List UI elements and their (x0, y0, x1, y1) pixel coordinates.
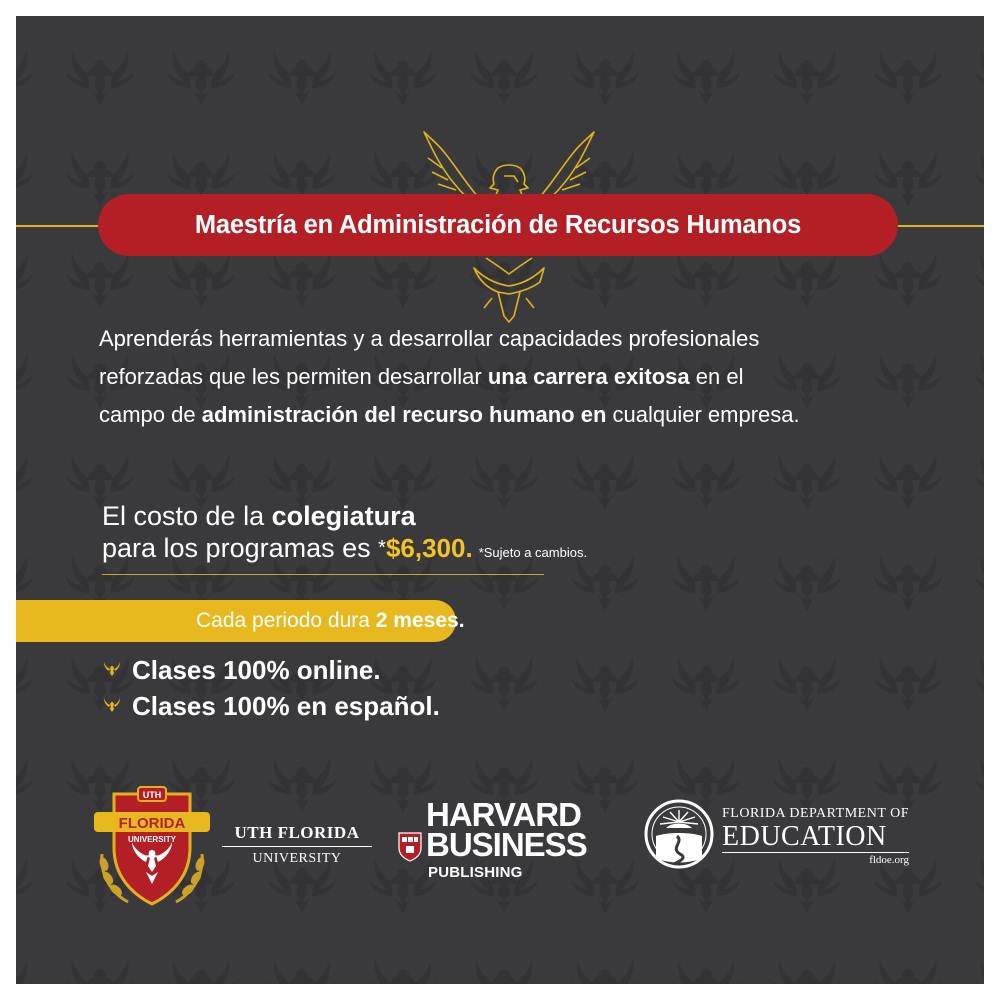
period-banner (16, 600, 465, 642)
price-asterisk: * (378, 537, 386, 559)
description-text: reforzadas que les permiten desarrollar (99, 364, 488, 389)
gold-line-right (886, 225, 984, 227)
title-banner (98, 194, 898, 256)
page-title: Maestría en Administración de Recursos Humanos (194, 210, 802, 239)
cost-line (102, 500, 587, 532)
description-text: campo de (99, 402, 202, 427)
harvard-shield-motto: VERITAS (407, 841, 413, 842)
program-description (99, 320, 919, 434)
florida-doe-wordmark (722, 806, 909, 866)
feature-text: Clases 100% en español. (132, 690, 440, 721)
eagle-bullet-icon (102, 697, 122, 715)
tuition-cost (102, 500, 587, 569)
uth-name: UTH FLORIDA (222, 823, 372, 847)
description-text: en el (689, 364, 744, 389)
business-word: BUSINESS (426, 826, 587, 863)
uth-shield-university-text: UNIVERSITY (127, 835, 177, 844)
fl-doe-line1: FLORIDA DEPARTMENT OF (722, 806, 910, 821)
period-text (102, 609, 465, 633)
harvard-business-publishing-logo (398, 796, 618, 910)
list-item (102, 652, 440, 688)
feature-text: Clases 100% online. (132, 654, 381, 685)
cost-bold-text: colegiatura (271, 501, 416, 531)
description-line (99, 396, 919, 434)
cost-text: El costo de la (102, 501, 272, 531)
partner-logos (16, 776, 984, 926)
uth-florida-shield-logo (92, 784, 212, 912)
cost-line (102, 532, 587, 569)
list-item (102, 688, 440, 724)
publishing-word: PUBLISHING (428, 864, 523, 881)
feature-list (102, 652, 440, 724)
fl-doe-education: EDUCATION (722, 821, 887, 852)
description-line (99, 358, 919, 396)
cost-underline (102, 574, 544, 575)
uth-subtitle: UNIVERSITY (252, 851, 342, 866)
description-bold-text: una carrera exitosa (487, 364, 690, 389)
poster (16, 16, 984, 984)
price-note: *Sujeto a cambios. (478, 545, 588, 560)
harvard-shield-icon (398, 832, 422, 862)
uth-shield-top-text: UTH (142, 790, 162, 800)
harvard-word: HARVARD (426, 796, 581, 833)
price-value: $6,300. (385, 533, 473, 563)
description-line (99, 320, 919, 358)
uth-shield-florida-text: FLORIDA (118, 815, 186, 832)
period-duration: 2 meses. (375, 609, 465, 632)
eagle-bullet-icon (102, 661, 122, 679)
cost-text: para los programas es (102, 533, 379, 563)
description-text: cualquier empresa. (606, 402, 800, 427)
period-label: Cada periodo dura (196, 609, 376, 632)
description-bold-text: administración del recurso humano en (201, 402, 607, 427)
gold-line-left (16, 225, 106, 227)
uth-florida-wordmark (222, 823, 372, 867)
description-text: Aprenderás herramientas y a desarrollar capacidades profesionales (99, 326, 760, 351)
fl-doe-url: fldoe.org (722, 852, 909, 866)
florida-doe-seal-logo (644, 798, 714, 870)
